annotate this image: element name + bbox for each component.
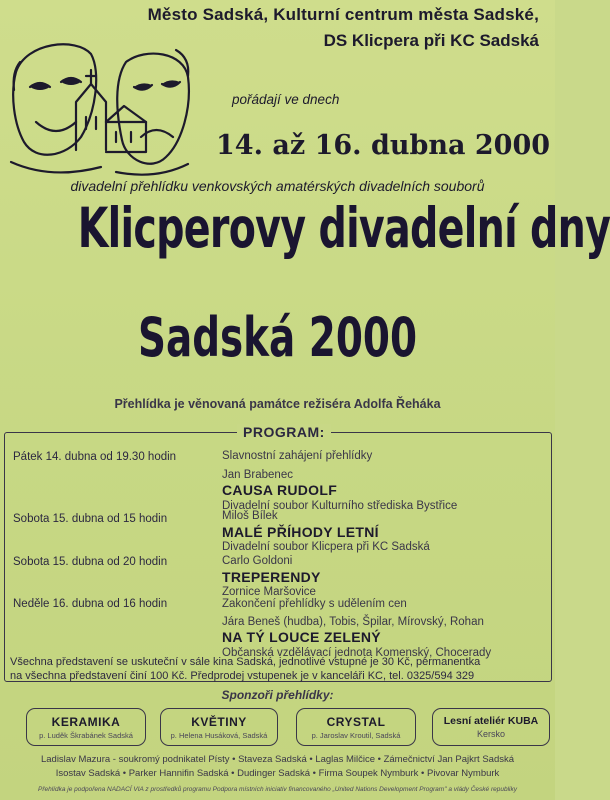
event-author: Jára Beneš (hudba), Tobis, Špilar, Mírovský, Rohan xyxy=(222,615,484,628)
sponsor-name: Lesní ateliér KUBA xyxy=(443,715,539,727)
theatre-masks-logo xyxy=(6,32,194,182)
sponsor-name: CRYSTAL xyxy=(326,715,386,729)
admission-notice xyxy=(10,655,546,683)
sponsor-owner: p. Luděk Škrabánek Sadská xyxy=(39,731,133,740)
sponsor-box xyxy=(432,708,550,746)
event-details xyxy=(222,509,430,556)
sponsor-box xyxy=(296,708,416,746)
sponsor-box xyxy=(26,708,146,746)
organizers-line-2: DS Klicpera při KC Sadská xyxy=(323,31,539,50)
event-date: Neděle 16. dubna od 16 hodin xyxy=(13,598,168,610)
sponsor-owner: p. Jaroslav Kroutil, Sadská xyxy=(311,731,401,740)
event-author: Jan Brabenec xyxy=(222,468,293,481)
admission-line-2: na všechna představení činí 100 Kč. Předprodej vstupenek je v kanceláři KC, tel. 0325/594 329 xyxy=(10,670,475,682)
event-ensemble: Občanská vzdělávací jednota Komenský, Chocerady xyxy=(222,646,492,659)
festival-title-year: Sadská 2000 xyxy=(137,306,418,369)
admission-line-1: Všechna představení se uskuteční v sále kina Sadská, jednotlivé vstupné je 30 Kč, permanentka xyxy=(10,656,481,668)
sponsors-list-line-2: Isostav Sadská • Parker Hannifin Sadská • Dudinger Sadská • Firma Soupek Nymburk • Pivovar Nymburk xyxy=(55,768,500,779)
festival-subtitle: divadelní přehlídku venkovských amatérských divadelních souborů xyxy=(70,178,485,194)
sponsors-list-line-1: Ladislav Mazura - soukromý podnikatel Písty • Staveza Sadská • Laglas Milčice • Zámečnictví Jan Pajkrt Sadská xyxy=(40,754,515,765)
event-details xyxy=(222,554,321,601)
event-date: Pátek 14. dubna od 19.30 hodin xyxy=(13,451,177,463)
organizers xyxy=(148,5,539,51)
event-date: Sobota 15. dubna od 20 hodin xyxy=(13,556,168,568)
event-author: Miloš Bílek xyxy=(222,510,278,522)
sponsor-box xyxy=(160,708,278,746)
dedication: Přehlídka je věnovaná památce režiséra Adolfa Řeháka xyxy=(114,397,441,411)
event-author: Carlo Goldoni xyxy=(222,555,293,567)
event-date: Sobota 15. dubna od 15 hodin xyxy=(13,513,168,525)
presents-text: pořádají ve dnech xyxy=(232,92,340,107)
funding-note: Přehlídka je podpořena NADACÍ VIA z prostředků programu Podpora místních iniciativ financovaného „United Nations Development Program" a vlády České republiky xyxy=(38,786,517,793)
event-play-title: MALÉ PŘÍHODY LETNÍ xyxy=(222,523,379,540)
organizers-line-1: Město Sadská, Kulturní centrum města Sadské, xyxy=(147,5,539,24)
event-note: Zakončení přehlídky s udělením cen xyxy=(222,598,407,610)
event-play-title: NA TÝ LOUCE ZELENÝ xyxy=(222,629,381,645)
event-note: Slavnostní zahájení přehlídky xyxy=(222,450,373,462)
event-details xyxy=(222,449,457,514)
festival-title: Klicperovy divadelní dny xyxy=(77,196,610,260)
event-ensemble: Zornice Maršovice xyxy=(222,586,316,598)
event-ensemble: Divadelní soubor Klicpera při KC Sadská xyxy=(222,541,430,553)
event-play-title: CAUSA RUDOLF xyxy=(222,482,338,498)
sponsor-owner: p. Helena Husáková, Sadská xyxy=(170,731,268,740)
event-play-title: TREPERENDY xyxy=(222,568,321,585)
event-ensemble: Divadelní soubor Kulturního střediska Bystřice xyxy=(222,499,458,512)
program-heading: PROGRAM: xyxy=(237,424,331,440)
sponsor-name: KERAMIKA xyxy=(51,715,121,729)
sponsor-owner: Kersko xyxy=(476,729,505,739)
sponsors-heading: Sponzoři přehlídky: xyxy=(221,688,334,702)
sponsor-name: KVĚTINY xyxy=(191,715,247,729)
event-details xyxy=(222,597,491,661)
festival-dates: 14. až 16. dubna 2000 xyxy=(216,130,551,161)
